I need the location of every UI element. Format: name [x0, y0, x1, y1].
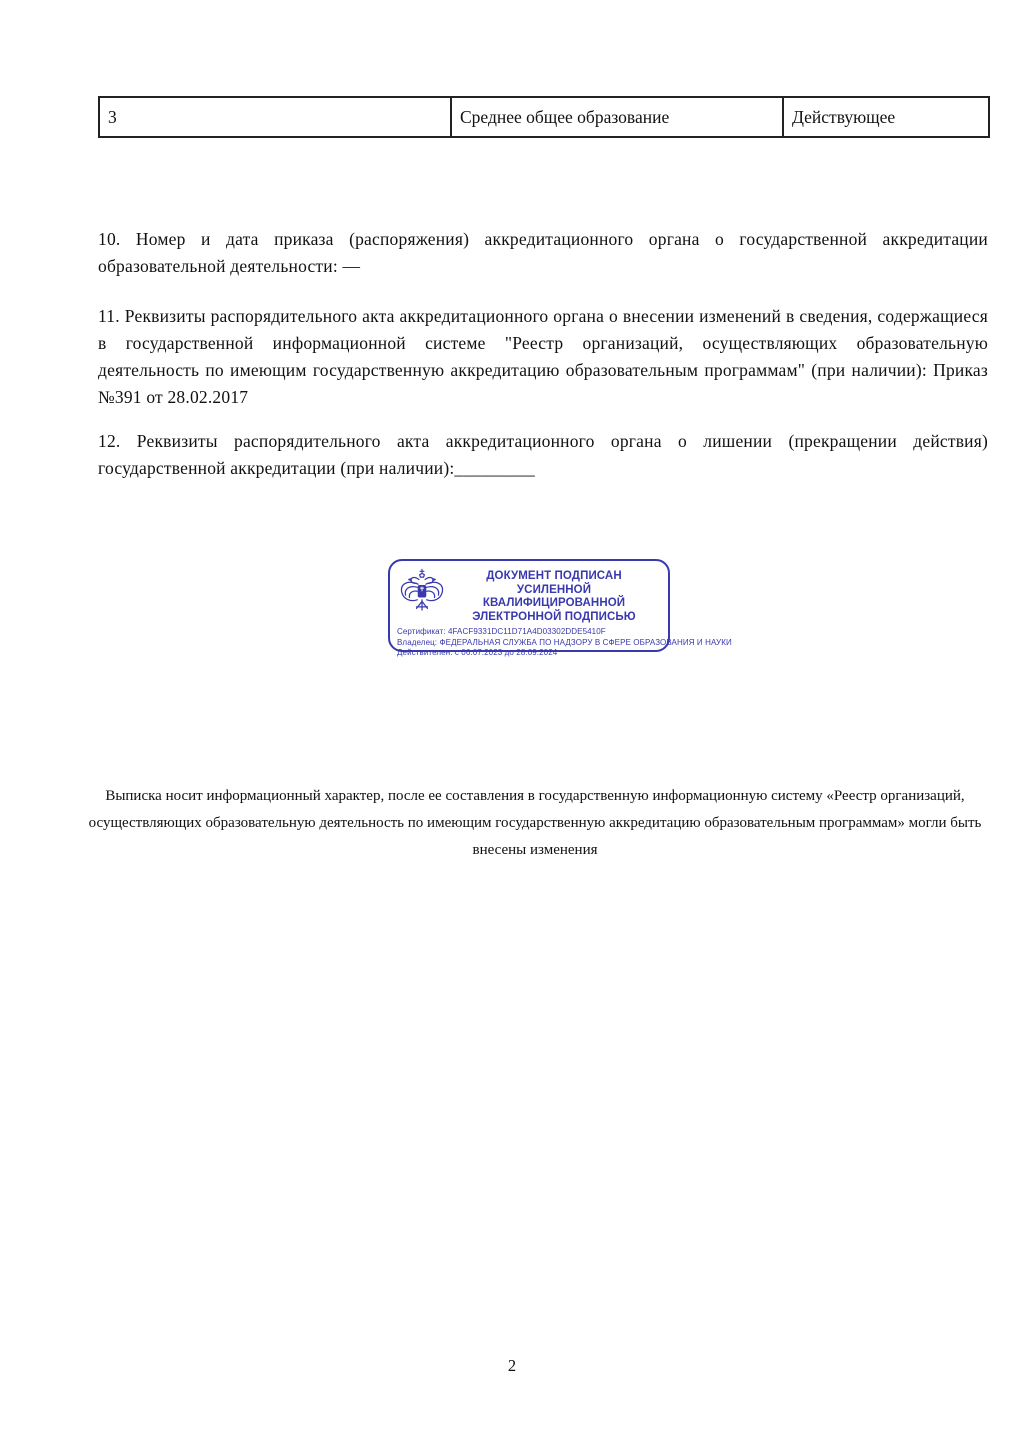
status-cell: Действующее: [783, 97, 989, 137]
stamp-details: [397, 627, 732, 659]
row-number-cell: 3: [99, 97, 451, 137]
stamp-owner: Владелец: ФЕДЕРАЛЬНАЯ СЛУЖБА ПО НАДЗОРУ В СФЕРЕ ОБРАЗОВАНИЯ И НАУКИ: [397, 637, 732, 647]
stamp-validity: Действителен: с 06.07.2023 до 28.09.2024: [397, 648, 558, 657]
stamp-title: [447, 566, 661, 624]
education-level-cell: Среднее общее образование: [451, 97, 783, 137]
accreditation-levels-table: [98, 96, 990, 138]
stamp-title-line1: ДОКУМЕНТ ПОДПИСАН: [486, 570, 622, 582]
stamp-title-line2: УСИЛЕННОЙ КВАЛИФИЦИРОВАННОЙ: [482, 583, 626, 609]
stamp-certificate: Сертификат: 4FACF9331DC11D71A4D03302DDE5410F: [397, 627, 606, 636]
paragraph-12: 12. Реквизиты распорядительного акта аккредитационного органа о лишении (прекращении действия) государственной аккредитации (при наличии):_________: [98, 431, 988, 478]
russian-coat-of-arms-icon: [397, 566, 447, 618]
stamp-header: [397, 566, 661, 624]
footer-note: Выписка носит информационный характер, после ее составления в государственную информационную систему «Реестр организаций, осуществляющих образовательную деятельность по имеющим государственную аккредитацию образовательным программам» могли быть внесены изменения: [88, 788, 982, 858]
digital-signature-stamp: [388, 559, 732, 657]
page-number: 2: [507, 1356, 517, 1375]
paragraph-11: 11. Реквизиты распорядительного акта аккредитационного органа о внесении изменений в сведения, содержащиеся в государственной информационной системе "Реестр организаций, осуществляющих образовательную деятельность по имеющим государственную аккредитацию образовательным программам" (при наличии): Приказ №391 от 28.02.2017: [98, 306, 988, 407]
paragraph-10: 10. Номер и дата приказа (распоряжения) аккредитационного органа о государственной аккредитации образовательной деятельности: —: [98, 229, 988, 276]
table-row: [99, 97, 989, 137]
stamp-title-line3: ЭЛЕКТРОННОЙ ПОДПИСЬЮ: [472, 610, 636, 623]
